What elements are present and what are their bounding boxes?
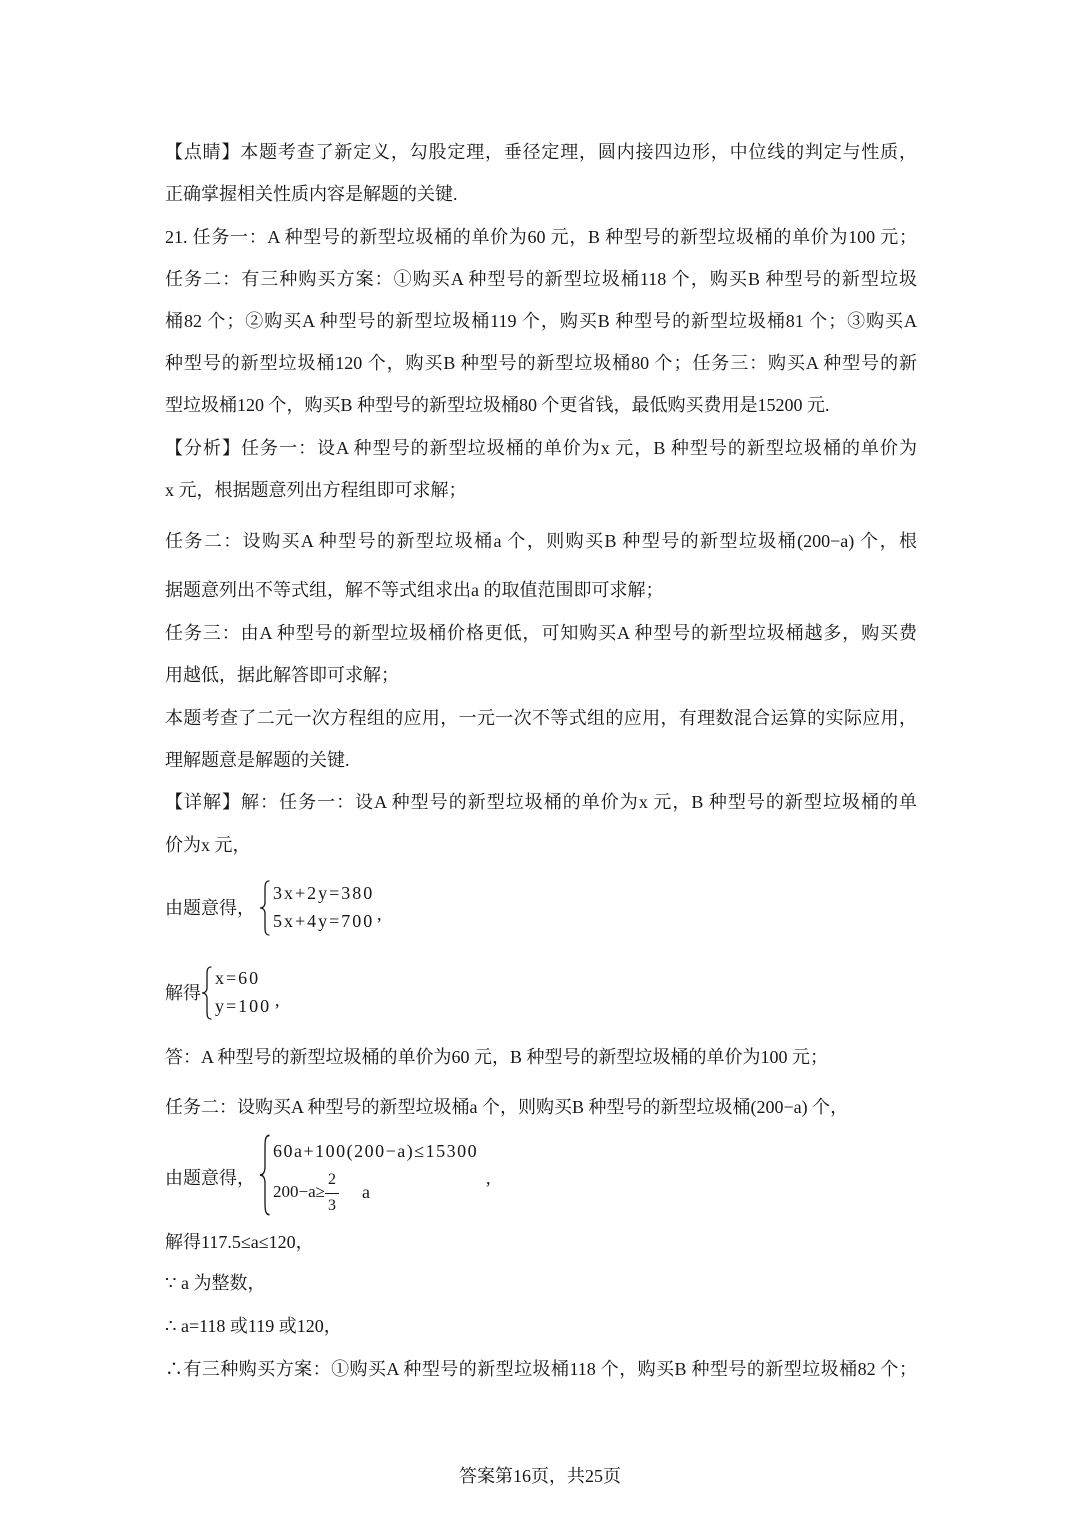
- detail-intro-line-2: 价为x 元，: [165, 835, 251, 855]
- fraction-numerator: 2: [328, 1171, 336, 1188]
- system-1-equation-1: 3x+2y=380: [273, 883, 375, 903]
- solution-1-comma: ,: [275, 990, 280, 1010]
- question-21-line-4: 种型号的新型垃圾桶120 个，购买B 种型号的新型垃圾桶80 个；任务三：购买A 种型号的新: [165, 353, 917, 373]
- system-1-comma: ,: [377, 904, 382, 924]
- plans-line: ∴有三种购买方案：①购买A 种型号的新型垃圾桶118 个，购买B 种型号的新型垃圾桶82 个；: [165, 1359, 917, 1379]
- page-footer: 答案第16页，共25页: [459, 1466, 621, 1486]
- dianjing-line-1: 【点睛】本题考查了新定义，勾股定理，垂径定理，圆内接四边形，中位线的判定与性质，: [165, 142, 917, 162]
- question-21-line-2: 任务二：有三种购买方案：①购买A 种型号的新型垃圾桶118 个，购买B 种型号的新型垃圾: [165, 269, 917, 289]
- therefore-line: ∴ a=118 或119 或120，: [165, 1316, 342, 1336]
- analysis-line-4: 据题意列出不等式组，解不等式组求出a 的取值范围即可求解；: [165, 580, 664, 600]
- question-21-line-5: 型垃圾桶120 个，购买B 种型号的新型垃圾桶80 个更省钱，最低购买费用是15200 元.: [165, 395, 830, 415]
- system-2-comma: ,: [486, 1168, 491, 1188]
- fraction-denominator: 3: [328, 1197, 336, 1214]
- solution-1-equation-2: y=100: [215, 996, 272, 1016]
- solution-1-label: 解得: [165, 983, 201, 1003]
- system-2-inequality-1: 60a+100(200−a)≤15300: [273, 1141, 479, 1161]
- task-2-intro-line: 任务二：设购买A 种型号的新型垃圾桶a 个，则购买B 种型号的新型垃圾桶(200−a) 个，: [165, 1097, 849, 1117]
- system-1-equation-2: 5x+4y=700: [273, 911, 375, 931]
- dianjing-line-2: 正确掌握相关性质内容是解题的关键.: [165, 184, 458, 204]
- range-line: 解得117.5≤a≤120，: [165, 1232, 314, 1252]
- left-brace-icon: [201, 966, 213, 1020]
- analysis-line-6: 用越低，据此解答即可求解；: [165, 665, 399, 685]
- analysis-line-2: x 元，根据题意列出方程组即可求解；: [165, 480, 467, 500]
- system-2-inequality-2-right: a: [362, 1182, 370, 1202]
- left-brace-icon: [259, 880, 271, 936]
- system-2-inequality-2-left: 200−a≥: [273, 1182, 325, 1201]
- analysis-line-3: 任务二：设购买A 种型号的新型垃圾桶a 个，则购买B 种型号的新型垃圾桶(200−a) 个，根: [165, 531, 917, 551]
- analysis-line-5: 任务三：由A 种型号的新型垃圾桶价格更低，可知购买A 种型号的新型垃圾桶越多，购买费: [165, 623, 917, 643]
- detail-intro-line-1: 【详解】解：任务一：设A 种型号的新型垃圾桶的单价为x 元，B 种型号的新型垃圾桶的单: [165, 792, 917, 812]
- system-2-label: 由题意得，: [165, 1168, 255, 1188]
- question-21-line-1: 21. 任务一：A 种型号的新型垃圾桶的单价为60 元，B 种型号的新型垃圾桶的单价为100 元；: [165, 227, 917, 247]
- left-brace-icon: [259, 1134, 271, 1216]
- analysis-line-1: 【分析】任务一：设A 种型号的新型垃圾桶的单价为x 元，B 种型号的新型垃圾桶的单价为: [165, 438, 917, 458]
- analysis-line-7: 本题考查了二元一次方程组的应用，一元一次不等式组的应用，有理数混合运算的实际应用，: [165, 708, 917, 728]
- analysis-line-8: 理解题意是解题的关键.: [165, 750, 350, 770]
- answer-1-line: 答：A 种型号的新型垃圾桶的单价为60 元，B 种型号的新型垃圾桶的单价为100 元；: [165, 1047, 829, 1067]
- because-line: ∵ a 为整数，: [165, 1273, 266, 1293]
- system-1-label: 由题意得，: [165, 898, 255, 918]
- question-21-line-3: 桶82 个；②购买A 种型号的新型垃圾桶119 个，购买B 种型号的新型垃圾桶81 个；③购买A: [165, 311, 917, 331]
- solution-1-equation-1: x=60: [215, 968, 261, 988]
